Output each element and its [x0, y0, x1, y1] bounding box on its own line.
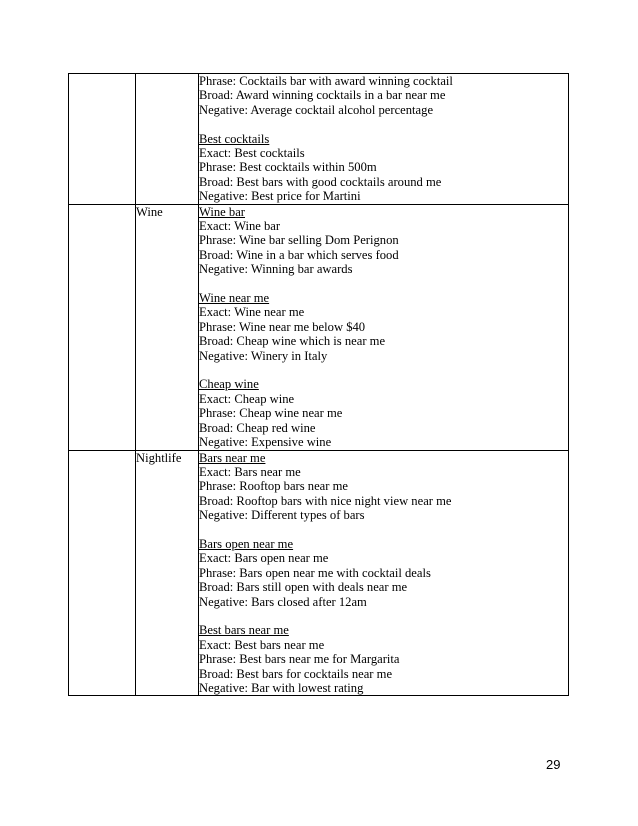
keyword-group — [199, 377, 568, 449]
empty-cell — [69, 74, 136, 205]
category-cell — [136, 74, 199, 205]
keywords-cell — [199, 204, 569, 450]
keyword-line: Broad: Award winning cocktails in a bar near me — [199, 88, 446, 103]
keyword-line: Exact: Wine near me — [199, 305, 305, 320]
empty-cell — [69, 450, 136, 696]
table-row — [69, 74, 569, 205]
keyword-line: Exact: Cheap wine — [199, 391, 295, 406]
keyword-table-body — [69, 74, 569, 696]
keyword-group — [199, 537, 568, 609]
keywords-cell — [199, 74, 569, 205]
keyword-line: Broad: Cheap wine which is near me — [199, 334, 386, 349]
keyword-line: Broad: Best bars with good cocktails around me — [199, 174, 442, 189]
keyword-line: Negative: Winery in Italy — [199, 348, 328, 363]
keyword-line: Broad: Rooftop bars with nice night view near me — [199, 493, 452, 508]
keyword-group-title: Cheap wine — [199, 377, 259, 392]
keyword-line: Phrase: Cocktails bar with award winning cocktail — [199, 74, 453, 88]
keyword-line: Phrase: Best bars near me for Margarita — [199, 652, 400, 667]
keyword-line: Exact: Bars open near me — [199, 551, 329, 566]
category-cell: Wine — [136, 204, 199, 450]
keyword-line: Phrase: Cheap wine near me — [199, 406, 343, 421]
keyword-line: Exact: Best bars near me — [199, 637, 325, 652]
keyword-line: Exact: Bars near me — [199, 464, 301, 479]
keyword-group-title: Bars open near me — [199, 536, 294, 551]
category-cell: Nightlife — [136, 450, 199, 696]
empty-cell — [69, 204, 136, 450]
page-number: 29 — [546, 757, 561, 772]
keyword-line: Exact: Best cocktails — [199, 146, 305, 161]
keyword-line: Negative: Best price for Martini — [199, 189, 361, 204]
table-row — [69, 450, 569, 696]
keyword-line: Broad: Cheap red wine — [199, 420, 316, 435]
keyword-line: Phrase: Bars open near me with cocktail deals — [199, 565, 431, 580]
keyword-line: Phrase: Wine bar selling Dom Perignon — [199, 233, 399, 248]
keyword-group — [199, 74, 568, 117]
keyword-group-title: Best bars near me — [199, 623, 289, 638]
keyword-line: Negative: Average cocktail alcohol percentage — [199, 102, 434, 117]
keyword-line: Broad: Bars still open with deals near me — [199, 580, 408, 595]
keyword-line: Phrase: Rooftop bars near me — [199, 479, 348, 494]
keyword-table — [68, 73, 569, 696]
keyword-group-title: Wine bar — [199, 204, 245, 219]
keywords-cell — [199, 450, 569, 696]
table-row — [69, 204, 569, 450]
keyword-line: Exact: Wine bar — [199, 219, 281, 234]
keyword-group — [199, 291, 568, 363]
keyword-line: Broad: Best bars for cocktails near me — [199, 666, 393, 681]
keyword-line: Broad: Wine in a bar which serves food — [199, 247, 399, 262]
keyword-group — [199, 132, 568, 204]
keyword-line: Negative: Bar with lowest rating — [199, 680, 364, 695]
keyword-group-title: Bars near me — [199, 450, 266, 465]
keyword-line: Phrase: Best cocktails within 500m — [199, 160, 377, 175]
keyword-group-title: Best cocktails — [199, 131, 270, 146]
keyword-group — [199, 451, 568, 523]
keyword-line: Negative: Winning bar awards — [199, 262, 353, 277]
keyword-group — [199, 205, 568, 277]
keyword-line: Negative: Expensive wine — [199, 435, 332, 450]
keyword-group-title: Wine near me — [199, 291, 270, 306]
keyword-group — [199, 623, 568, 695]
keyword-line: Negative: Bars closed after 12am — [199, 594, 367, 609]
keyword-line: Phrase: Wine near me below $40 — [199, 319, 366, 334]
keyword-line: Negative: Different types of bars — [199, 508, 365, 523]
